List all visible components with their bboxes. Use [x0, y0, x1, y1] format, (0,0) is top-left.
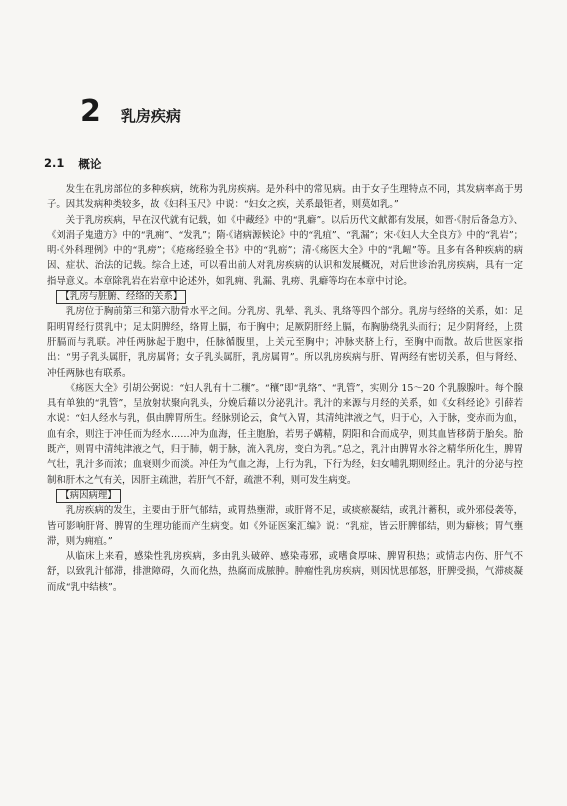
paragraph: 《疡医大全》引胡公弼说：“妇人乳有十二穰”。“穰”即“乳络”、“乳管”，实则分 15～20 个乳腺腺叶。每个腺具有单独的“乳管”，呈放射状聚向乳头，分娩后藉以分泌乳汁。乳汁的来源与月经的关系，如《女科经论》引薛若水说：“妇人经水与乳，俱由脾胃所生。经脉别论云，食气入胃，其清纯津液之气，归于心，入于脉，变赤而为血，血有余，则注于冲任而为经水……冲为血海，任主胞胎，若男子媾精，阴阳和合而成孕，则其血皆移荫于胎矣。胎既产，则胃中清纯津液之气，归于肺，朝于脉，流入乳房，变白为乳。”总之，乳汁由脾胃水谷之精华所化生，脾胃气壮，乳汁多而浓；血衰则少而淡。冲任为气血之海，上行为乳，下行为经，妇女哺乳期则经止。乳汁的分泌与控制和肝木之气有关，因肝主疏泄，若肝气不舒，疏泄不利，则可发生病变。 [47, 382, 523, 486]
subheading [47, 289, 523, 304]
paragraph: 乳房位于胸前第三和第六肋骨水平之间。分乳房、乳晕、乳头、乳络等四个部分。乳房与经络的关系，如：足阳明胃经行贯乳中；足太阴脾经，络胃上膈，布于胸中；足厥阴肝经上膈，布胸胁绕乳头而行；足少阴肾经，上贯肝膈而与乳联。冲任两脉起于胞中，任脉循腹里，上关元至胸中；冲脉夹脐上行，至胸中而散。故后世医家指出：“男子乳头属肝，乳房属肾；女子乳头属肝，乳房属胃”。所以乳房疾病与肝、胃两经有密切关系，但与肾经、冲任两脉也有联系。 [47, 306, 523, 379]
paragraph: 发生在乳房部位的多种疾病，统称为乳房疾病。是外科中的常见病。由于女子生理特点不同，其发病率高于男子。因其发病种类较多，故《妇科玉尺》中说：“妇女之疾，关系最钜者，则莫如乳。” [47, 184, 523, 211]
body-text [47, 182, 523, 595]
chapter-heading [80, 94, 181, 129]
subheading-label: 【乳房与脏腑、经络的关系】 [56, 290, 186, 304]
section-title: 概论 [78, 157, 102, 171]
paragraph: 乳房疾病的发生，主要由于肝气郁结，或胃热壅滞，或肝肾不足，或痰瘀凝结，或乳汁蓄积，或外邪侵袭等，皆可影响肝肾、脾胃的生理功能而产生病变。如《外证医案汇编》说：“乳症，皆云肝脾郁结，则为癖核；胃气壅滞，则为痈疽。” [47, 505, 523, 547]
paragraph: 关于乳房疾病，早在汉代就有记载，如《中藏经》中的“乳癖”。以后历代文献都有发展，如晋·《肘后备急方》、《刘涓子鬼遗方》中的“乳痈”、“发乳”；隋·《诸病源候论》中的“乳疽”、“乳漏”；宋·《妇人大全良方》中的“乳岩”；明·《外科理例》中的“乳痨”；《疮疡经验全书》中的“乳疬”；清·《疡医大全》中的“乳衄”等。且多有各种疾病的病因、症状、治法的记载。综合上述，可以看出前人对乳房疾病的认识和发展概况，对后世诊治乳房疾病，具有一定指导意义。本章除乳岩在岩章中论述外，如乳痈、乳漏、乳痨、乳癖等均在本章中讨论。 [47, 214, 523, 287]
chapter-number: 2 [80, 94, 101, 129]
chapter-title: 乳房疾病 [120, 107, 181, 125]
section-heading [44, 156, 101, 172]
paragraph: 从临床上来看，感染性乳房疾病，多由乳头破碎、感染毒邪，或嗜食厚味、脾胃积热；或情志内伤、肝气不舒，以致乳汁郁滞，排泄障碍，久而化热，热腐而成脓肿。肿瘤性乳房疾病，则因忧思郁怒，肝脾受损，气滞痰凝而成“乳中结核”。 [47, 551, 523, 593]
subheading-label: 【病因病理】 [56, 489, 120, 503]
section-number: 2.1 [44, 156, 65, 170]
subheading [47, 488, 523, 503]
